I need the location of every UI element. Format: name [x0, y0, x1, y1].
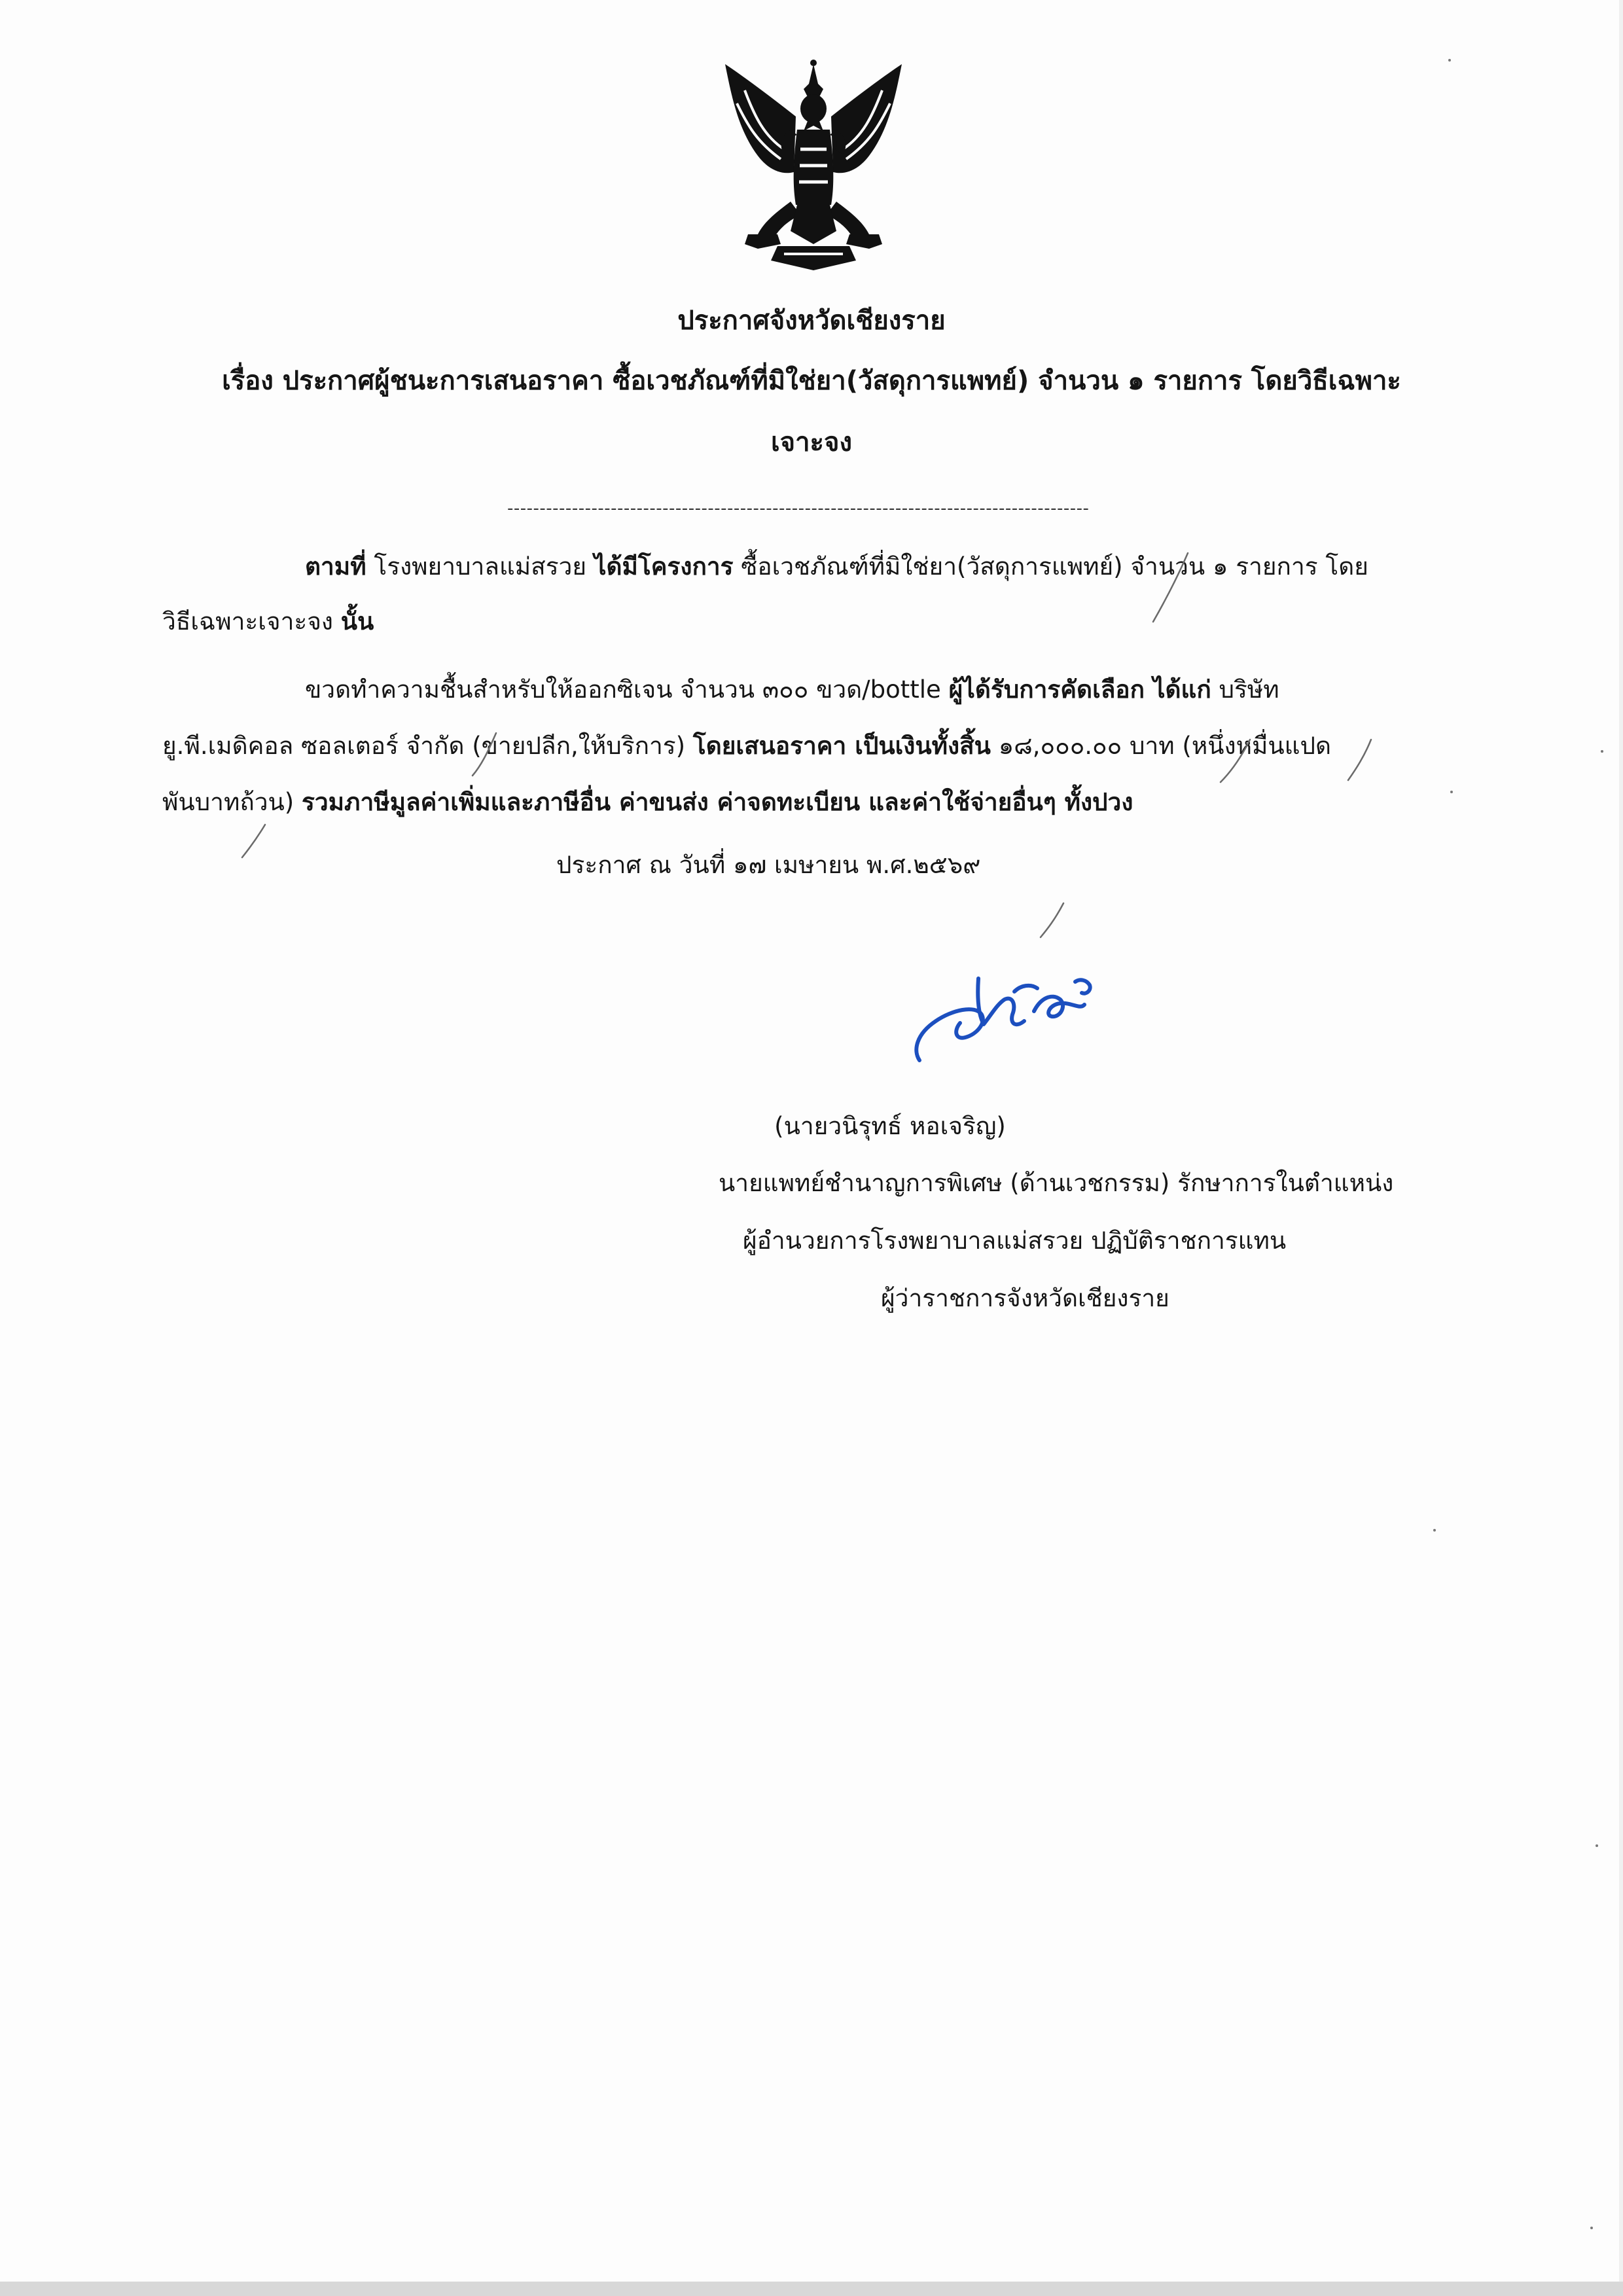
p1-end: นั้น	[340, 607, 374, 636]
subject-line-2: เจาะจง	[770, 427, 853, 457]
paragraph-2-line-2	[162, 729, 1331, 763]
signature-mark	[900, 952, 1116, 1070]
p2-offer: โดยเสนอราคา เป็นเงินทั้งสิ้น	[692, 732, 991, 760]
document-title: ประกาศจังหวัดเชียงราย	[677, 306, 946, 336]
p2-line3-a: พันบาทถ้วน)	[162, 788, 302, 816]
p2-line2-a: ยู.พี.เมดิคอล ซอลเตอร์ จำกัด (ขายปลีก,ให้บริการ)	[162, 732, 693, 760]
paragraph-1-line-2	[162, 605, 374, 639]
signer-position-2: ผู้อำนวยการโรงพยาบาลแม่สรวย ปฏิบัติราชการแทน	[743, 1227, 1287, 1255]
separator-line: ------------------------------------------------------------------------------------------	[507, 499, 1090, 518]
p1-line2: วิธีเฉพาะเจาะจง	[162, 607, 341, 636]
signer-name: (นายวนิรุทธ์ หอเจริญ)	[774, 1112, 1006, 1140]
announce-date: ประกาศ ณ วันที่ ๑๗ เมษายน พ.ศ.๒๕๖๙	[556, 851, 981, 879]
paragraph-1-line-1	[305, 550, 1368, 584]
signer-position-3: ผู้ว่าราชการจังหวัดเชียงราย	[881, 1284, 1169, 1312]
subject-line-1: เรื่อง ประกาศผู้ชนะการเสนอราคา ซื้อเวชภัณฑ์ที่มิใช่ยา(วัสดุการแพทย์) จำนวน ๑ รายการ โดยวิธีเฉพาะ	[222, 366, 1401, 396]
p2-selected: ผู้ได้รับการคัดเลือก ได้แก่	[948, 675, 1211, 704]
p2-item: ขวดทำความชื้นสำหรับให้ออกซิเจน จำนวน ๓๐๐ ขวด/bottle	[305, 675, 949, 704]
paragraph-2-line-3	[162, 785, 1133, 819]
p1-org: โรงพยาบาลแม่สรวย	[366, 552, 594, 581]
p2-line3-b: รวมภาษีมูลค่าเพิ่มและภาษีอื่น ค่าขนส่ง ค่าจดทะเบียน และค่าใช้จ่ายอื่นๆ ทั้งปวง	[302, 788, 1133, 816]
garuda-emblem-icon	[719, 58, 908, 274]
paragraph-2-line-1	[305, 673, 1279, 707]
p1-rest: ซื้อเวชภัณฑ์ที่มิใช่ยา(วัสดุการแพทย์) จำนวน ๑ รายการ โดย	[733, 552, 1368, 581]
p2-amount: ๑๘,๐๐๐.๐๐ บาท (หนึ่งหมื่นแปด	[990, 732, 1332, 760]
scan-bottom-edge	[0, 2282, 1623, 2296]
p1-lead: ตามที่	[305, 552, 366, 581]
signer-position-1: นายแพทย์ชำนาญการพิเศษ (ด้านเวชกรรม) รักษาการในตำแหน่ง	[719, 1169, 1394, 1197]
p2-company: บริษัท	[1211, 675, 1279, 704]
scan-right-edge	[1619, 0, 1623, 2296]
p1-project: ได้มีโครงการ	[594, 552, 734, 581]
